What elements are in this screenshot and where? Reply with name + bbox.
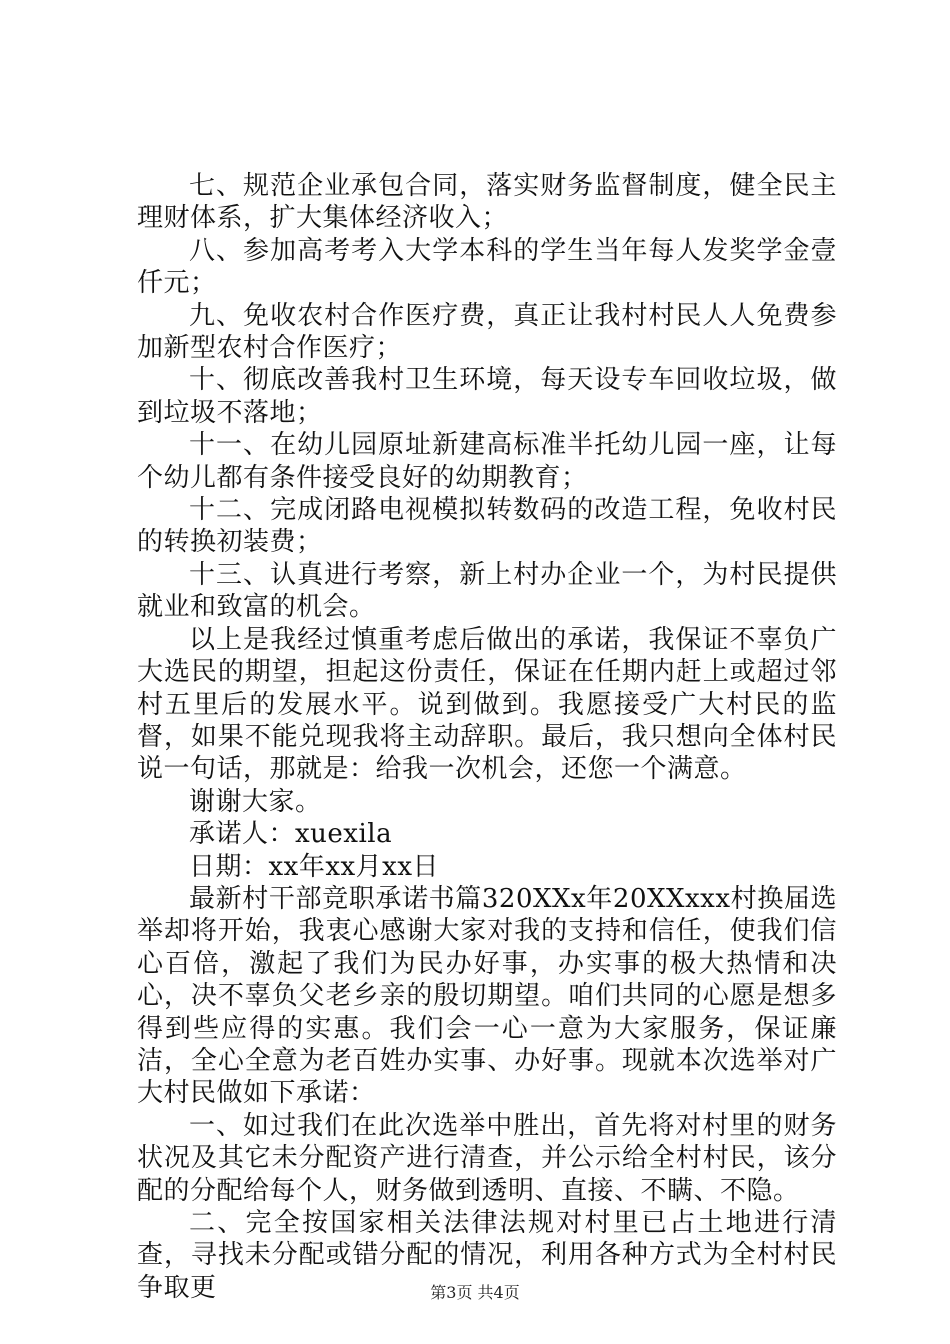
paragraph-thanks: 谢谢大家。: [189, 786, 322, 817]
paragraph-promise-1: 一、如过我们在此次选举中胜出，首先将对村里的财务状况及其它未分配资产进行清查，并公示给全村村民，该分配的分配给每个人，财务做到透明、直接、不瞒、不隐。: [137, 1110, 837, 1206]
date-line: 日期：xx年xx月xx日: [189, 851, 439, 882]
signer-line: 承诺人：xuexila: [189, 819, 393, 850]
paragraph-article-3-intro: 最新村干部竞职承诺书篇320XXx年20XXxxx村换届选举却将开始，我衷心感谢大家对我的支持和信任，使我们信心百倍，激起了我们为民办好事，办实事的极大热情和决心，决不辜负父老乡亲的殷切期望。咱们共同的心愿是想多得到些应得的实惠。我们会一心一意为大家服务，保证廉洁，全心全意为老百姓办实事、办好事。现就本次选举对广大村民做如下承诺：: [137, 883, 837, 1109]
paragraph-item-13: 十三、认真进行考察，新上村办企业一个，为村民提供就业和致富的机会。: [137, 559, 837, 623]
paragraph-item-8: 八、参加高考考入大学本科的学生当年每人发奖学金壹仟元；: [137, 235, 837, 299]
paragraph-item-11: 十一、在幼儿园原址新建高标准半托幼儿园一座，让每个幼儿都有条件接受良好的幼期教育；: [137, 430, 837, 493]
paragraph-summary: 以上是我经过慎重考虑后做出的承诺，我保证不辜负广大选民的期望，担起这份责任，保证在任期内赶上或超过邻村五里后的发展水平。说到做到。我愿接受广大村民的监督，如果不能兑现我将主动辞职。最后，我只想向全体村民说一句话，那就是：给我一次机会，还您一个满意。: [137, 624, 837, 785]
page-footer: [0, 1283, 950, 1303]
paragraph-item-7: 七、规范企业承包合同，落实财务监督制度，健全民主理财体系，扩大集体经济收入；: [137, 171, 837, 234]
paragraph-item-10: 十、彻底改善我村卫生环境，每天设专车回收垃圾，做到垃圾不落地；: [137, 365, 837, 428]
paragraph-item-9: 九、免收农村合作医疗费，真正让我村村民人人免费参加新型农村合作医疗；: [137, 300, 837, 364]
paragraph-promise-2: 二、完全按国家相关法律法规对村里已占土地进行清查，寻找未分配或错分配的情况，利用各种方式为全村村民争取更: [137, 1208, 837, 1303]
document-body: [137, 170, 837, 1304]
page-number-label: 第3页 共4页: [430, 1283, 520, 1302]
paragraph-item-12: 十二、完成闭路电视模拟转数码的改造工程，免收村民的转换初装费；: [137, 495, 837, 558]
